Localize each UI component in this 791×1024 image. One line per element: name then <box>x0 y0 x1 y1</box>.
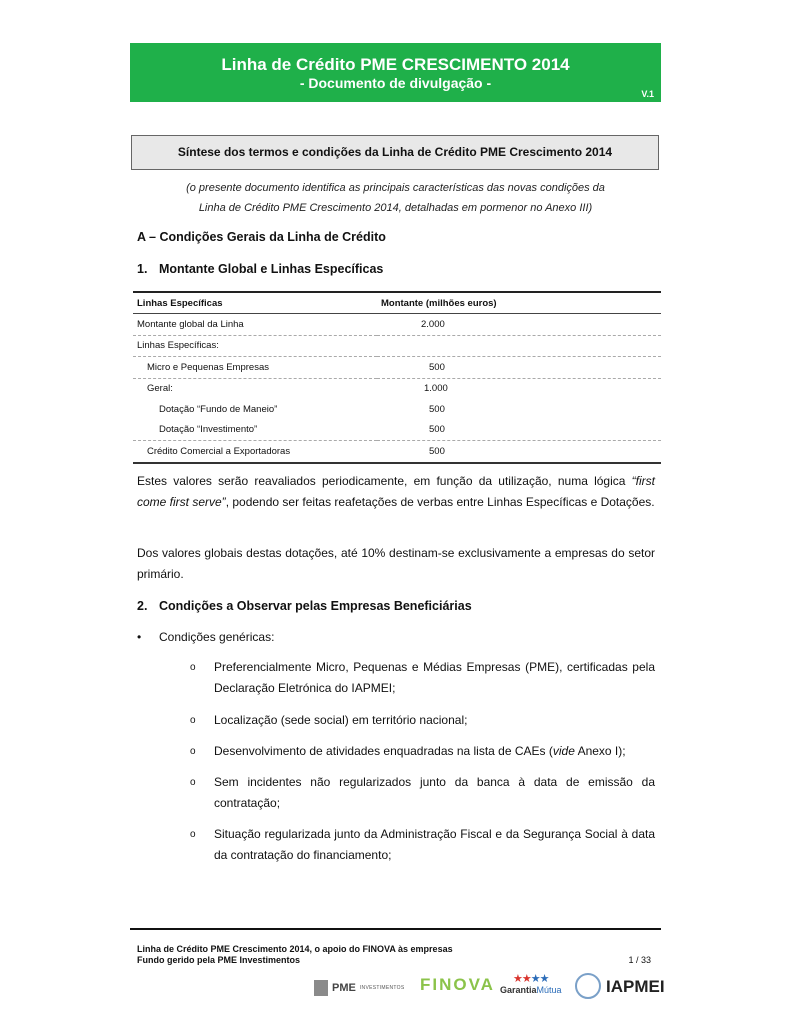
paragraph-reavaliacao <box>137 471 655 513</box>
paragraph-text: Estes valores serão reavaliados periodicamente, em função da utilização, numa lógica <box>137 474 632 488</box>
paragraph-italic-text: “first come first serve” <box>137 474 655 509</box>
table-row <box>133 378 661 399</box>
finova-logo <box>420 975 495 995</box>
section-number: 1. <box>137 262 148 276</box>
section-title: Condições a Observar pelas Empresas Beneficiárias <box>159 599 472 613</box>
synthesis-title-box: Síntese dos termos e condições da Linha de Crédito PME Crescimento 2014 <box>131 135 659 170</box>
table-header-row <box>133 292 661 314</box>
version-label: V.1 <box>641 89 654 99</box>
table-row <box>133 399 661 420</box>
row-value: 1.000 <box>424 383 448 395</box>
bullet-condicoes-genericas <box>137 630 274 644</box>
row-label: Dotação “Investimento” <box>133 420 377 441</box>
intro-line-2: Linha de Crédito PME Crescimento 2014, detalhadas em pormenor no Anexo III) <box>198 202 593 214</box>
list-item-text: Sem incidentes não regularizados junto da banca à data de emissão da contratação; <box>214 775 655 810</box>
column-header: Linhas Específicas <box>133 292 377 314</box>
row-label: Crédito Comercial a Exportadoras <box>133 441 377 463</box>
row-value: 2.000 <box>377 314 661 336</box>
footer-text <box>137 944 453 966</box>
list-item-text-part: Anexo I); <box>574 744 626 758</box>
paragraph-setor-primario: Dos valores globais destas dotações, até 10% destinam-se exclusivamente a empresas do setor primário. <box>137 546 655 581</box>
list-item <box>190 772 655 814</box>
finova-logo-text: FINOVA <box>420 975 495 994</box>
intro-line-1: (o presente documento identifica as principais características das novas condições da <box>186 182 605 194</box>
page-number: 1 / 33 <box>628 955 651 965</box>
stars-icon: ★★★★ <box>513 973 549 985</box>
section-1-heading <box>137 262 383 276</box>
row-label: Micro e Pequenas Empresas <box>133 357 377 379</box>
row-label: Geral: <box>147 383 173 395</box>
paragraph-text: , podendo ser feitas reafetações de verbas entre Linhas Específicas e Dotações. <box>225 495 655 509</box>
section-number: 2. <box>137 599 148 613</box>
circle-bullet-icon: o <box>190 746 196 757</box>
list-item-text <box>214 741 655 762</box>
list-item <box>190 710 655 731</box>
list-item-text: Localização (sede social) em território nacional; <box>214 713 468 727</box>
circle-bullet-icon: o <box>190 715 196 726</box>
section-a-heading: A – Condições Gerais da Linha de Crédito <box>137 230 386 244</box>
pme-logo-icon <box>314 980 328 996</box>
pme-investimentos-logo <box>314 980 405 996</box>
document-header-band <box>130 43 661 102</box>
row-value <box>377 335 661 357</box>
table-row <box>133 357 661 379</box>
row-value: 500 <box>377 357 661 379</box>
list-item <box>190 824 655 866</box>
row-value: 500 <box>377 420 661 441</box>
table-row <box>133 420 661 441</box>
gm-logo-text-b: Mútua <box>536 985 562 995</box>
iapmei-logo <box>575 973 665 999</box>
list-item <box>190 657 655 699</box>
list-item-italic: vide <box>552 744 575 758</box>
footer-line-2: Fundo gerido pela PME Investimentos <box>137 955 301 965</box>
column-header: Montante (milhões euros) <box>377 292 661 314</box>
table-row <box>133 335 661 357</box>
bullet-text: Condições genéricas: <box>159 630 275 644</box>
list-item-text-part: Desenvolvimento de atividades enquadradas na lista de CAEs ( <box>214 744 553 758</box>
pme-logo-subtext: INVESTIMENTOS <box>359 985 405 991</box>
circle-bullet-icon: o <box>190 662 196 673</box>
table-row <box>133 314 661 336</box>
intro-note <box>130 178 661 218</box>
row-label: Dotação “Fundo de Maneio” <box>159 403 278 415</box>
document-subtitle: - Documento de divulgação - <box>299 75 492 91</box>
list-item-text: Preferencialmente Micro, Pequenas e Médias Empresas (PME), certificadas pela Declaração Eletrónica do IAPMEI; <box>214 660 655 695</box>
section-title: Montante Global e Linhas Específicas <box>159 262 384 276</box>
section-2-heading <box>137 599 472 613</box>
row-label: Linhas Específicas: <box>133 335 377 357</box>
footer-line-1: Linha de Crédito PME Crescimento 2014, o apoio do FINOVA às empresas <box>137 944 453 954</box>
row-value: 500 <box>429 403 445 415</box>
pme-logo-text: PME <box>332 982 356 994</box>
row-label: Montante global da Linha <box>133 314 377 336</box>
table-row <box>133 441 661 463</box>
iapmei-circle-icon <box>575 973 601 999</box>
row-value: 500 <box>377 441 661 463</box>
list-item-text: Situação regularizada junto da Administração Fiscal e da Segurança Social à data da contratação do financiamento; <box>214 827 655 862</box>
bullet-icon: • <box>137 630 142 644</box>
garantia-mutua-logo <box>500 972 562 995</box>
amounts-table <box>133 291 661 464</box>
gm-logo-text-a: Garantia <box>500 985 537 995</box>
footer-divider <box>130 928 661 930</box>
circle-bullet-icon: o <box>190 777 196 788</box>
document-title: Linha de Crédito PME CRESCIMENTO 2014 <box>221 55 570 74</box>
list-item <box>190 741 655 762</box>
iapmei-logo-text: IAPMEI <box>606 976 665 996</box>
circle-bullet-icon: o <box>190 829 196 840</box>
